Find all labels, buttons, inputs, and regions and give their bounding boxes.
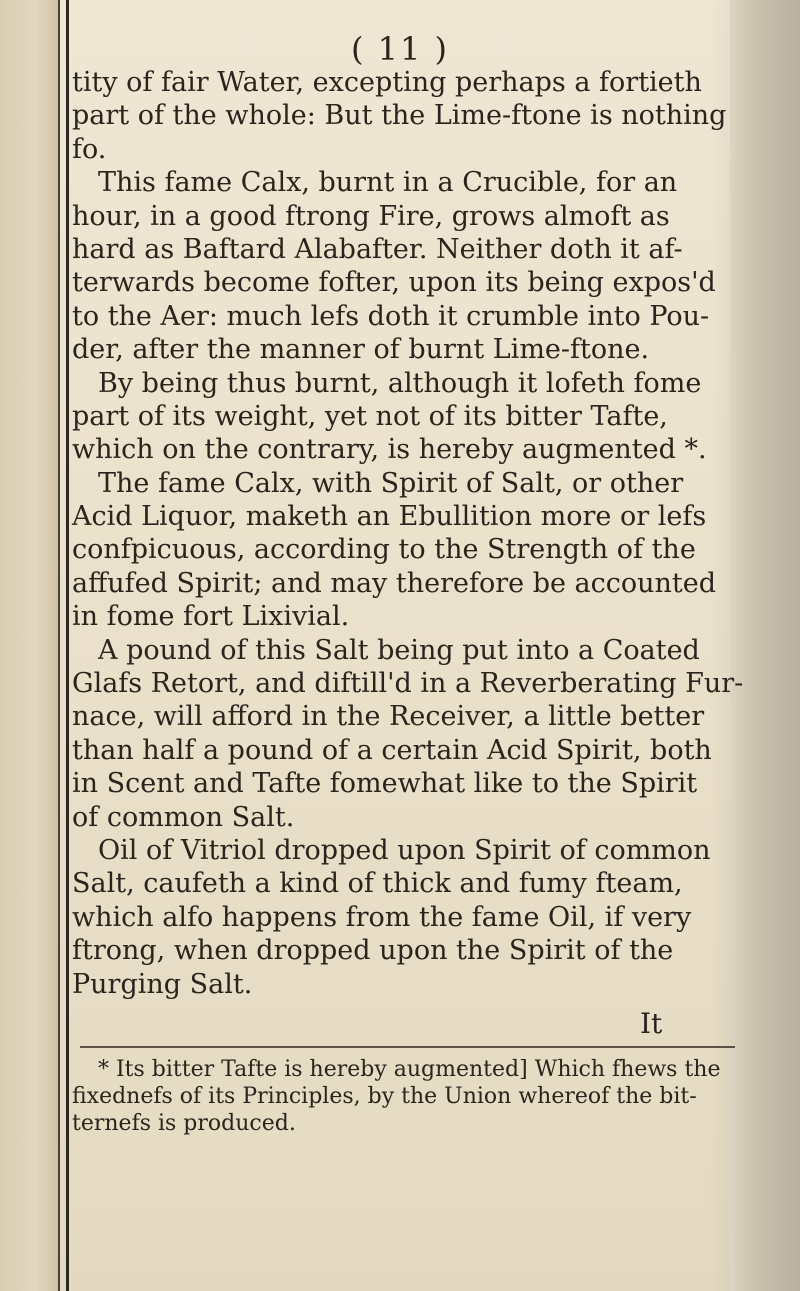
binding-shadow (66, 0, 69, 1291)
text-line: affufed Spirit; and may therefore be accounted (72, 567, 717, 599)
catchword: It (640, 1007, 663, 1040)
footnote (72, 1056, 737, 1137)
text-line: tity of fair Water, excepting perhaps a fortieth (72, 67, 702, 98)
footnote-rule (80, 1046, 735, 1048)
page-number: ( 11 ) (350, 30, 450, 68)
text-line: der, after the manner of burnt Lime-ftone. (72, 334, 650, 366)
text-line: A pound of this Salt being put into a Coated (98, 634, 700, 666)
footnote-line: fixednefs of its Principles, by the Union whereof the bit- (72, 1084, 697, 1109)
text-line: to the Aer: much lefs doth it crumble into Pou- (72, 300, 710, 332)
text-line: nace, will afford in the Receiver, a little better (72, 701, 705, 733)
facing-page-edge (0, 0, 60, 1291)
text-line: Purging Salt. (72, 968, 253, 1000)
text-line: of common Salt. (72, 801, 295, 833)
text-line: which on the contrary, is hereby augmented *. (72, 434, 707, 466)
text-line: in fome fort Lixivial. (72, 601, 350, 633)
text-line: The fame Calx, with Spirit of Salt, or other (98, 467, 684, 499)
text-line: Acid Liquor, maketh an Ebullition more or lefs (72, 501, 707, 533)
text-line: confpicuous, according to the Strength of the (72, 534, 696, 566)
text-line: than half a pound of a certain Acid Spirit, both (72, 734, 712, 766)
footnote-line: ternefs is produced. (72, 1111, 296, 1136)
text-line: This fame Calx, burnt in a Crucible, for an (98, 167, 678, 199)
text-line: By being thus burnt, although it lofeth fome (98, 367, 702, 399)
text-line: part of its weight, yet not of its bitter Tafte, (72, 400, 668, 432)
footnote-line: * Its bitter Tafte is hereby augmented] Which fhews the (98, 1057, 721, 1082)
text-line: fo. (72, 133, 107, 165)
text-line: in Scent and Tafte fomewhat like to the Spirit (72, 768, 698, 800)
body-text (72, 66, 744, 1001)
text-line: hard as Baftard Alabafter. Neither doth it af- (72, 233, 683, 265)
text-line: part of the whole: But the Lime-ftone is nothing (72, 100, 727, 132)
text-line: Glafs Retort, and diftill'd in a Reverberating Fur- (72, 668, 744, 700)
text-line: which alfo happens from the fame Oil, if very (72, 901, 692, 933)
text-line: hour, in a good ftrong Fire, grows almoft as (72, 200, 670, 232)
page-edge-right (730, 0, 800, 1291)
text-line: ftrong, when dropped upon the Spirit of the (72, 935, 674, 967)
text-line: Salt, caufeth a kind of thick and fumy fteam, (72, 868, 683, 900)
text-line: terwards become fofter, upon its being expos'd (72, 267, 716, 299)
text-line: Oil of Vitriol dropped upon Spirit of common (98, 834, 711, 866)
